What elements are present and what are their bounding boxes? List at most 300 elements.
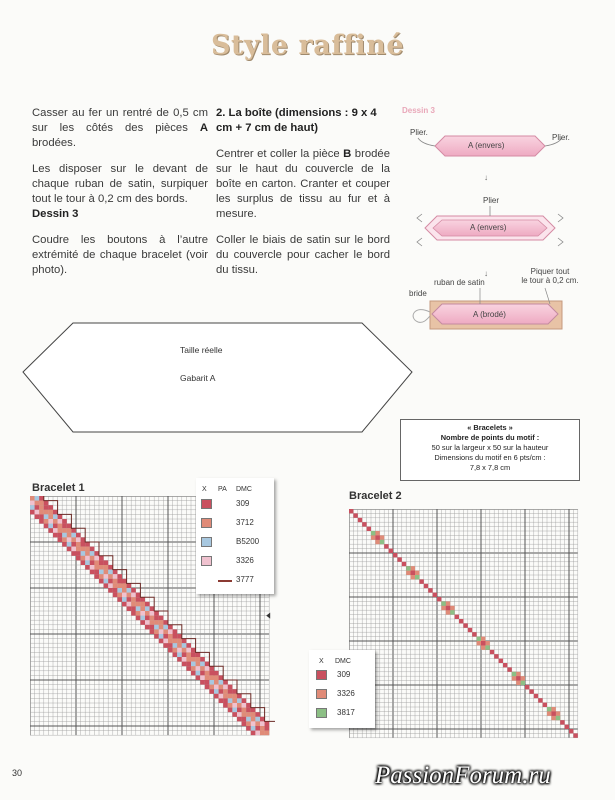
stitch-cell <box>99 570 104 575</box>
stitch-cell <box>214 675 219 680</box>
stitch-cell <box>94 574 99 579</box>
bracelet-2-legend <box>309 650 375 728</box>
stitch-cell <box>48 524 53 529</box>
stitch-cell <box>205 680 210 685</box>
stitch-cell <box>108 565 113 570</box>
stitch-cell <box>168 648 173 653</box>
stitch-cell <box>136 593 141 598</box>
stitch-cell <box>127 597 132 602</box>
stitch-cell <box>150 616 155 621</box>
stitch-cell <box>196 671 201 676</box>
swatch-309 <box>316 670 327 680</box>
stitch-cell <box>117 574 122 579</box>
stitch-cell <box>76 537 81 542</box>
stitch-cell <box>113 570 118 575</box>
stitch-cell <box>191 662 196 667</box>
stitch-cell <box>117 583 122 588</box>
stitch-cell <box>237 698 242 703</box>
stitch-cell <box>255 721 260 726</box>
stitch-cell <box>367 527 371 531</box>
stitch-cell <box>534 694 538 698</box>
stitch-cell <box>39 505 44 510</box>
instructions-column-1 <box>32 106 208 289</box>
stitch-cell <box>67 533 72 538</box>
stitch-cell <box>177 652 182 657</box>
paragraph-3: Coudre les boutons à l’autre extrémité de chaque bracelet (voir photo). <box>32 234 208 276</box>
stitch-cell <box>53 524 58 529</box>
stitch-cell <box>237 694 242 699</box>
stitch-cell <box>163 625 168 630</box>
stitch-cell <box>113 588 118 593</box>
stitch-cell <box>127 593 132 598</box>
stitch-cell <box>71 528 76 533</box>
stitch-cell <box>35 496 40 501</box>
stitch-cell <box>182 639 187 644</box>
stitch-cell <box>44 519 49 524</box>
stitch-cell <box>53 519 58 524</box>
paragraph-1: Casser au fer un rentré de 0,5 cm sur les côtés des pièces A brodées. <box>32 107 208 149</box>
stitch-cell <box>62 533 67 538</box>
stitch-cell <box>205 675 210 680</box>
stitch-cell <box>177 639 182 644</box>
stitch-cell <box>150 625 155 630</box>
stitch-cell <box>186 652 191 657</box>
stitch-cell <box>35 505 40 510</box>
stitch-cell <box>503 663 507 667</box>
stitch-cell <box>232 689 237 694</box>
stitch-cell <box>90 570 95 575</box>
stitch-cell <box>260 721 265 726</box>
stitch-cell <box>99 579 104 584</box>
legend2-row: 309 <box>309 670 375 682</box>
stitch-cell <box>246 717 251 722</box>
stitch-cell <box>67 547 72 552</box>
bracelet-1-legend <box>196 478 274 594</box>
stitch-cell <box>255 717 260 722</box>
stitch-cell <box>402 562 406 566</box>
center-marker-right <box>266 613 270 619</box>
stitch-cell <box>242 698 247 703</box>
stitch-cell <box>136 597 141 602</box>
stitch-cell <box>494 654 498 658</box>
stitch-cell <box>543 703 547 707</box>
stitch-cell <box>251 708 256 713</box>
stitch-cell <box>159 620 164 625</box>
stitch-cell <box>104 565 109 570</box>
stitch-cell <box>191 652 196 657</box>
stitch-cell <box>58 524 63 529</box>
stitch-cell <box>48 514 53 519</box>
section-heading-box: 2. La boîte (dimensions : 9 x 4 cm + 7 cm de haut) <box>216 107 377 134</box>
stitch-cell <box>209 675 214 680</box>
stitch-cell <box>525 685 529 689</box>
stitch-cell <box>117 597 122 602</box>
stitch-cell <box>58 514 63 519</box>
stitch-cell <box>140 616 145 621</box>
pill-1-label: A (envers) <box>468 141 505 150</box>
stitch-cell <box>140 620 145 625</box>
stitch-cell <box>131 588 136 593</box>
stitch-cell <box>48 505 53 510</box>
stitch-cell <box>90 547 95 552</box>
stitch-cell <box>99 556 104 561</box>
stitch-cell <box>191 657 196 662</box>
stitch-cell <box>30 501 35 506</box>
stitch-cell <box>94 560 99 565</box>
stitch-cell <box>251 712 256 717</box>
stitch-cell <box>85 556 90 561</box>
legend1-header-pa: PA <box>218 486 227 493</box>
stitch-cell <box>186 648 191 653</box>
stitch-cell <box>358 518 362 522</box>
stitch-cell <box>53 510 58 515</box>
stitch-cell <box>85 560 90 565</box>
stitch-cell <box>159 639 164 644</box>
stitch-cell <box>219 680 224 685</box>
stitch-cell <box>353 513 357 517</box>
stitch-cell <box>154 616 159 621</box>
stitch-cell <box>214 694 219 699</box>
stitch-cell <box>122 602 127 607</box>
gabarit-name-label: Gabarit A <box>180 373 216 383</box>
stitch-cell <box>265 726 270 731</box>
stitch-cell <box>154 611 159 616</box>
stitch-cell <box>499 659 503 663</box>
legend1-row: B5200 <box>196 537 274 549</box>
stitch-cell <box>255 726 260 731</box>
stitch-cell <box>62 524 67 529</box>
stitch-cell <box>140 611 145 616</box>
stitch-cell <box>81 560 86 565</box>
plier-mid-label: Plier <box>483 196 500 205</box>
stitch-cell <box>136 616 141 621</box>
flower-motif <box>551 711 555 715</box>
stitch-cell <box>209 671 214 676</box>
stitch-cell <box>191 648 196 653</box>
stitch-cell <box>186 662 191 667</box>
stitch-cell <box>104 583 109 588</box>
stitch-cell <box>200 657 205 662</box>
stitch-cell <box>30 505 35 510</box>
stitch-cell <box>459 619 463 623</box>
stitch-cell <box>182 648 187 653</box>
stitch-cell <box>85 547 90 552</box>
stitch-cell <box>104 579 109 584</box>
piquer-label: Piquer tout le tour à 0,2 cm. <box>521 267 579 285</box>
stitch-cell <box>209 666 214 671</box>
bracelet-2-chart <box>349 509 579 739</box>
stitch-cell <box>228 698 233 703</box>
stitch-cell <box>39 510 44 515</box>
stitch-cell <box>145 611 150 616</box>
stitch-cell <box>223 685 228 690</box>
stitch-cell <box>191 666 196 671</box>
stitch-cell <box>255 731 260 736</box>
stitch-cell <box>145 616 150 621</box>
stitch-cell <box>255 712 260 717</box>
stitch-cell <box>122 588 127 593</box>
bracelets-info-box <box>400 419 580 481</box>
stitch-cell <box>104 574 109 579</box>
plier-right-label: Plier. <box>552 133 570 142</box>
stitch-cell <box>214 689 219 694</box>
stitch-cell <box>569 729 573 733</box>
stitch-cell <box>463 623 467 627</box>
stitch-cell <box>362 522 366 526</box>
stitch-cell <box>81 556 86 561</box>
gabarit-a-shape <box>22 322 414 434</box>
stitch-cell <box>219 685 224 690</box>
stitch-cell <box>223 689 228 694</box>
stitch-cell <box>565 725 569 729</box>
stitch-cell <box>260 726 265 731</box>
stitch-cell <box>159 634 164 639</box>
stitch-cell <box>384 544 388 548</box>
swatch-309 <box>201 499 212 509</box>
stitch-cell <box>168 643 173 648</box>
stitch-cell <box>389 549 393 553</box>
stitch-cell <box>81 547 86 552</box>
stitch-cell <box>136 606 141 611</box>
paragraph-box-1: Centrer et coller la pièce B brodée sur le haut du couvercle de la boîte en carton. Cranter et couper les surplus de tissu au fur et à mesure. <box>216 148 390 220</box>
stitch-cell <box>260 717 265 722</box>
stitch-cell <box>163 629 168 634</box>
stitch-cell <box>76 533 81 538</box>
stitch-cell <box>76 551 81 556</box>
stitch-cell <box>177 643 182 648</box>
stitch-cell <box>168 639 173 644</box>
stitch-cell <box>223 698 228 703</box>
stitch-cell <box>419 579 423 583</box>
stitch-cell <box>163 620 168 625</box>
stitch-cell <box>219 675 224 680</box>
stitch-cell <box>35 501 40 506</box>
stitch-cell <box>196 666 201 671</box>
stitch-cell <box>117 588 122 593</box>
stitch-cell <box>140 602 145 607</box>
stitch-cell <box>44 501 49 506</box>
stitch-cell <box>85 551 90 556</box>
stitch-cell <box>154 620 159 625</box>
stitch-cell <box>48 510 53 515</box>
stitch-cell <box>99 574 104 579</box>
stitch-cell <box>67 537 72 542</box>
info-line-3: 7,8 x 7,8 cm <box>469 463 511 472</box>
stitch-cell <box>196 652 201 657</box>
stitch-cell <box>468 628 472 632</box>
stitch-cell <box>76 556 81 561</box>
stitch-cell <box>131 597 136 602</box>
stitch-cell <box>205 671 210 676</box>
stitch-cell <box>90 551 95 556</box>
stitch-cell <box>237 712 242 717</box>
stitch-cell <box>117 593 122 598</box>
flower-motif <box>516 676 520 680</box>
stitch-cell <box>58 537 63 542</box>
stitch-cell <box>168 629 173 634</box>
stitch-cell <box>163 639 168 644</box>
stitch-cell <box>242 712 247 717</box>
swatch-3817 <box>316 708 327 718</box>
stitch-cell <box>260 731 265 736</box>
legend1-row: 309 <box>196 499 274 511</box>
stitch-cell <box>94 556 99 561</box>
legend1-header-dmc: DMC <box>236 486 252 493</box>
stitch-cell <box>39 514 44 519</box>
stitch-cell <box>196 675 201 680</box>
stitch-cell <box>251 717 256 722</box>
gabarit-size-label: Taille réelle <box>180 345 223 355</box>
stitch-cell <box>44 514 49 519</box>
stitch-cell <box>108 570 113 575</box>
stitch-cell <box>71 551 76 556</box>
legend2-header-x: X <box>319 658 324 665</box>
stitch-cell <box>30 510 35 515</box>
stitch-cell <box>136 611 141 616</box>
stitch-cell <box>127 583 132 588</box>
legend1-header-x: X <box>202 486 207 493</box>
svg-text:↓: ↓ <box>484 269 488 278</box>
bracelet-2-title: Bracelet 2 <box>349 490 402 502</box>
swatch-3712 <box>201 518 212 528</box>
stitch-cell <box>490 650 494 654</box>
page-title: Style raffiné <box>210 30 404 61</box>
stitch-cell <box>145 606 150 611</box>
stitch-cell <box>150 611 155 616</box>
stitch-cell <box>94 565 99 570</box>
paragraph-2: Les disposer sur le devant de chaque ruban de satin, surpiquer tout le tour à 0,2 cm des bords. Dessin 3 <box>32 163 208 220</box>
info-title: « Bracelets » <box>467 423 513 432</box>
stitch-cell <box>159 616 164 621</box>
stitch-cell <box>219 698 224 703</box>
stitch-cell <box>173 629 178 634</box>
legend2-row: 3817 <box>309 708 375 720</box>
stitch-cell <box>150 620 155 625</box>
stitch-cell <box>182 652 187 657</box>
stitch-cell <box>154 634 159 639</box>
stitch-cell <box>44 505 49 510</box>
stitch-cell <box>104 560 109 565</box>
stitch-cell <box>182 643 187 648</box>
stitch-cell <box>200 666 205 671</box>
stitch-cell <box>94 570 99 575</box>
stitch-cell <box>71 533 76 538</box>
stitch-cell <box>94 551 99 556</box>
stitch-cell <box>251 731 256 736</box>
stitch-cell <box>205 685 210 690</box>
stitch-cell <box>232 712 237 717</box>
stitch-cell <box>560 720 564 724</box>
stitch-cell <box>62 542 67 547</box>
stitch-cell <box>44 510 49 515</box>
stitch-cell <box>71 547 76 552</box>
stitch-cell <box>251 721 256 726</box>
swatch-3326 <box>316 689 327 699</box>
stitch-cell <box>159 629 164 634</box>
stitch-cell <box>131 602 136 607</box>
stitch-cell <box>127 602 132 607</box>
stitch-cell <box>228 689 233 694</box>
stitch-cell <box>81 537 86 542</box>
stitch-cell <box>62 537 67 542</box>
stitch-cell <box>81 551 86 556</box>
stitch-cell <box>214 680 219 685</box>
stitch-cell <box>168 634 173 639</box>
stitch-cell <box>163 643 168 648</box>
stitch-cell <box>507 667 511 671</box>
stitch-cell <box>99 560 104 565</box>
stitch-cell <box>76 542 81 547</box>
stitch-cell <box>53 514 58 519</box>
stitch-cell <box>228 703 233 708</box>
stitch-cell <box>246 703 251 708</box>
instructions-column-2 <box>216 106 390 289</box>
stitch-cell <box>67 528 72 533</box>
info-line-2: Dimensions du motif en 6 pts/cm : <box>434 453 546 462</box>
stitch-cell <box>85 542 90 547</box>
arrow-down-icon: ↓ <box>484 173 488 182</box>
stitch-cell <box>223 694 228 699</box>
stitch-cell <box>53 533 58 538</box>
stitch-cell <box>90 556 95 561</box>
stitch-cell <box>67 542 72 547</box>
stitch-cell <box>35 514 40 519</box>
stitch-cell <box>232 694 237 699</box>
page-number: 30 <box>12 768 23 778</box>
stitch-cell <box>191 671 196 676</box>
stitch-cell <box>131 611 136 616</box>
flower-motif <box>481 641 485 645</box>
stitch-cell <box>209 680 214 685</box>
stitch-cell <box>182 657 187 662</box>
stitch-cell <box>108 579 113 584</box>
stitch-cell <box>200 662 205 667</box>
stitch-cell <box>196 657 201 662</box>
stitch-cell <box>237 703 242 708</box>
stitch-cell <box>122 593 127 598</box>
stitch-cell <box>437 597 441 601</box>
stitch-cell <box>62 528 67 533</box>
stitch-cell <box>67 524 72 529</box>
stitch-cell <box>145 620 150 625</box>
stitch-cell <box>154 629 159 634</box>
stitch-cell <box>39 501 44 506</box>
stitch-cell <box>242 708 247 713</box>
stitch-cell <box>113 593 118 598</box>
stitch-cell <box>71 537 76 542</box>
stitch-cell <box>127 588 132 593</box>
stitch-cell <box>39 519 44 524</box>
stitch-cell <box>48 519 53 524</box>
legend1-row: 3326 <box>196 556 274 568</box>
stitch-cell <box>122 583 127 588</box>
bride-loop <box>413 310 430 323</box>
stitch-cell <box>424 584 428 588</box>
stitch-cell <box>200 675 205 680</box>
stitch-cell <box>39 496 44 501</box>
stitch-cell <box>30 496 35 501</box>
stitch-cell <box>200 680 205 685</box>
stitch-cell <box>246 708 251 713</box>
stitch-cell <box>205 666 210 671</box>
stitch-cell <box>228 694 233 699</box>
stitch-cell <box>145 625 150 630</box>
stitch-cell <box>242 703 247 708</box>
stitch-cell <box>200 671 205 676</box>
stitch-cell <box>219 694 224 699</box>
stitch-cell <box>186 657 191 662</box>
flower-motif <box>446 606 450 610</box>
